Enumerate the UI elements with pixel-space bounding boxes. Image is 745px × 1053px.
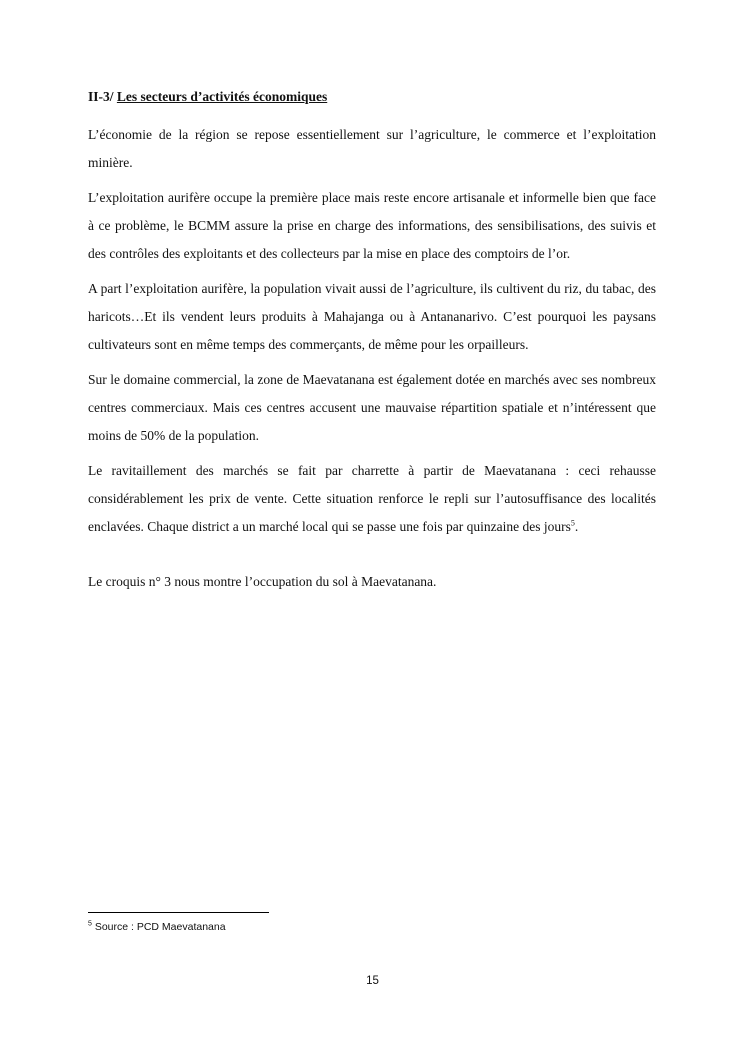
footnote — [88, 921, 226, 933]
paragraph-gold-mining: L’exploitation aurifère occupe la première place mais reste encore artisanale et informelle bien que face à ce problème, le BCMM assure la prise en charge des informations, des sensibilisations, des suivis et des contrôles des exploitants et des collecteurs par la mise en place des comptoirs de l’or. — [88, 190, 656, 261]
paragraph-market-supply-end: . — [574, 519, 579, 534]
footnote-divider — [88, 912, 269, 913]
paragraph-market-supply-text: Le ravitaillement des marchés se fait par charrette à partir de Maevatanana : ceci rehausse considérablement les prix de vente. Cette situation renforce le repli sur l’autosuffisance des localités enclavées. Chaque district a un marché local qui se passe une fois par quinzaine des jours — [88, 463, 656, 534]
paragraph-commerce: Sur le domaine commercial, la zone de Maevatanana est également dotée en marchés avec ses nombreux centres commerciaux. Mais ces centres accusent une mauvaise répartition spatiale et n’intéressent que moins de 50% de la population. — [88, 372, 656, 443]
paragraph-agriculture: A part l’exploitation aurifère, la population vivait aussi de l’agriculture, ils cultivent du riz, du tabac, des haricots…Et ils vendent leurs produits à Mahajanga ou à Antananarivo. C’est pourquoi les paysans cultivateurs sont en même temps des commerçants, de même pour les orpailleurs. — [88, 281, 656, 352]
section-number: II-3/ — [88, 89, 114, 104]
section-heading — [88, 87, 656, 107]
footnote-text: Source : PCD Maevatanana — [91, 921, 226, 933]
paragraph-market-supply — [88, 457, 656, 541]
paragraph-economy-overview: L’économie de la région se repose essentiellement sur l’agriculture, le commerce et l’exploitation minière. — [88, 127, 656, 170]
footnote-reference[interactable]: 5 — [570, 518, 575, 528]
section-title: Les secteurs d’activités économiques — [116, 89, 328, 104]
paragraph-sketch-reference: Le croquis n° 3 nous montre l’occupation du sol à Maevatanana. — [88, 574, 437, 589]
page-number: 15 — [366, 975, 379, 987]
page-body — [88, 87, 656, 603]
footnote-marker: 5 — [88, 920, 92, 928]
